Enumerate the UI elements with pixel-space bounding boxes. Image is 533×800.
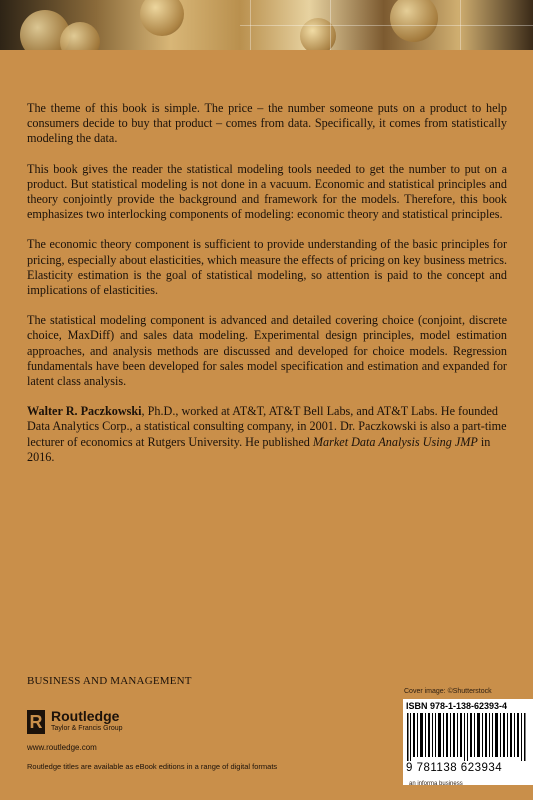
publisher-group: Taylor & Francis Group [51, 725, 123, 732]
publisher-website: www.routledge.com [27, 743, 97, 752]
subject-category: BUSINESS AND MANAGEMENT [27, 675, 192, 687]
barcode-icon [407, 713, 527, 761]
back-cover-blurb [27, 101, 507, 480]
routledge-logo-icon: R [27, 710, 45, 734]
author-bio [27, 404, 507, 465]
barcode-panel [403, 699, 533, 785]
author-book-title: Market Data Analysis Using JMP [312, 434, 478, 449]
isbn-label: ISBN 978-1-138-62393-4 [406, 701, 508, 711]
blurb-paragraph-3: The economic theory component is sufficient to provide understanding of the basic principles for pricing, especially about elasticities, which measure the effects of pricing on key business metrics. Elasticity estimation is the goal of statistical modeling, so attention is paid to the concept and implications of elasticities. [27, 237, 507, 298]
blurb-paragraph-4: The statistical modeling component is advanced and detailed covering choice (conjoint, discrete choice, MaxDiff) and sales data modeling. Experimental design principles, model estimation approaches, and analysis methods are discussed and developed for choice models. Regression fundamentals have been developed for sales model specification and estimation and expanded for latent class analysis. [27, 313, 507, 389]
author-bio-text-2: in 2016. [27, 434, 491, 464]
author-bio-text-1: , Ph.D., worked at AT&T, AT&T Bell Labs, and AT&T Labs. He founded Data Analytics Corp., a statistical consulting company, in 2001. Dr. Paczkowski is also a part-time lecturer of economics at Rutgers University. He published [27, 404, 507, 449]
publisher-name: Routledge [51, 708, 120, 724]
publisher-logo [27, 708, 157, 740]
blurb-paragraph-1: The theme of this book is simple. The price – the number someone puts on a product to help consumers decide to buy that product – comes from data. Specifically, it comes from statistically modeling the data. [27, 101, 507, 146]
cover-image-credit: Cover image: ©Shutterstock [404, 688, 492, 695]
cover-photo-banner [0, 0, 533, 50]
barcode-digits: 9 781138 623934 [406, 762, 503, 774]
blurb-paragraph-2: This book gives the reader the statistical modeling tools needed to get the number to put on a product. But statistical modeling is not done in a vacuum. Economic and statistical principles and theory conjointly provide the background and framework for the models. Therefore, this book emphasizes two interlocking components of modeling: economic theory and statistical principles. [27, 161, 507, 222]
author-name: Walter R. Paczkowski [27, 404, 142, 419]
ebook-footnote: Routledge titles are available as eBook editions in a range of digital formats [27, 762, 278, 771]
informa-business-label: an informa business [409, 781, 463, 787]
